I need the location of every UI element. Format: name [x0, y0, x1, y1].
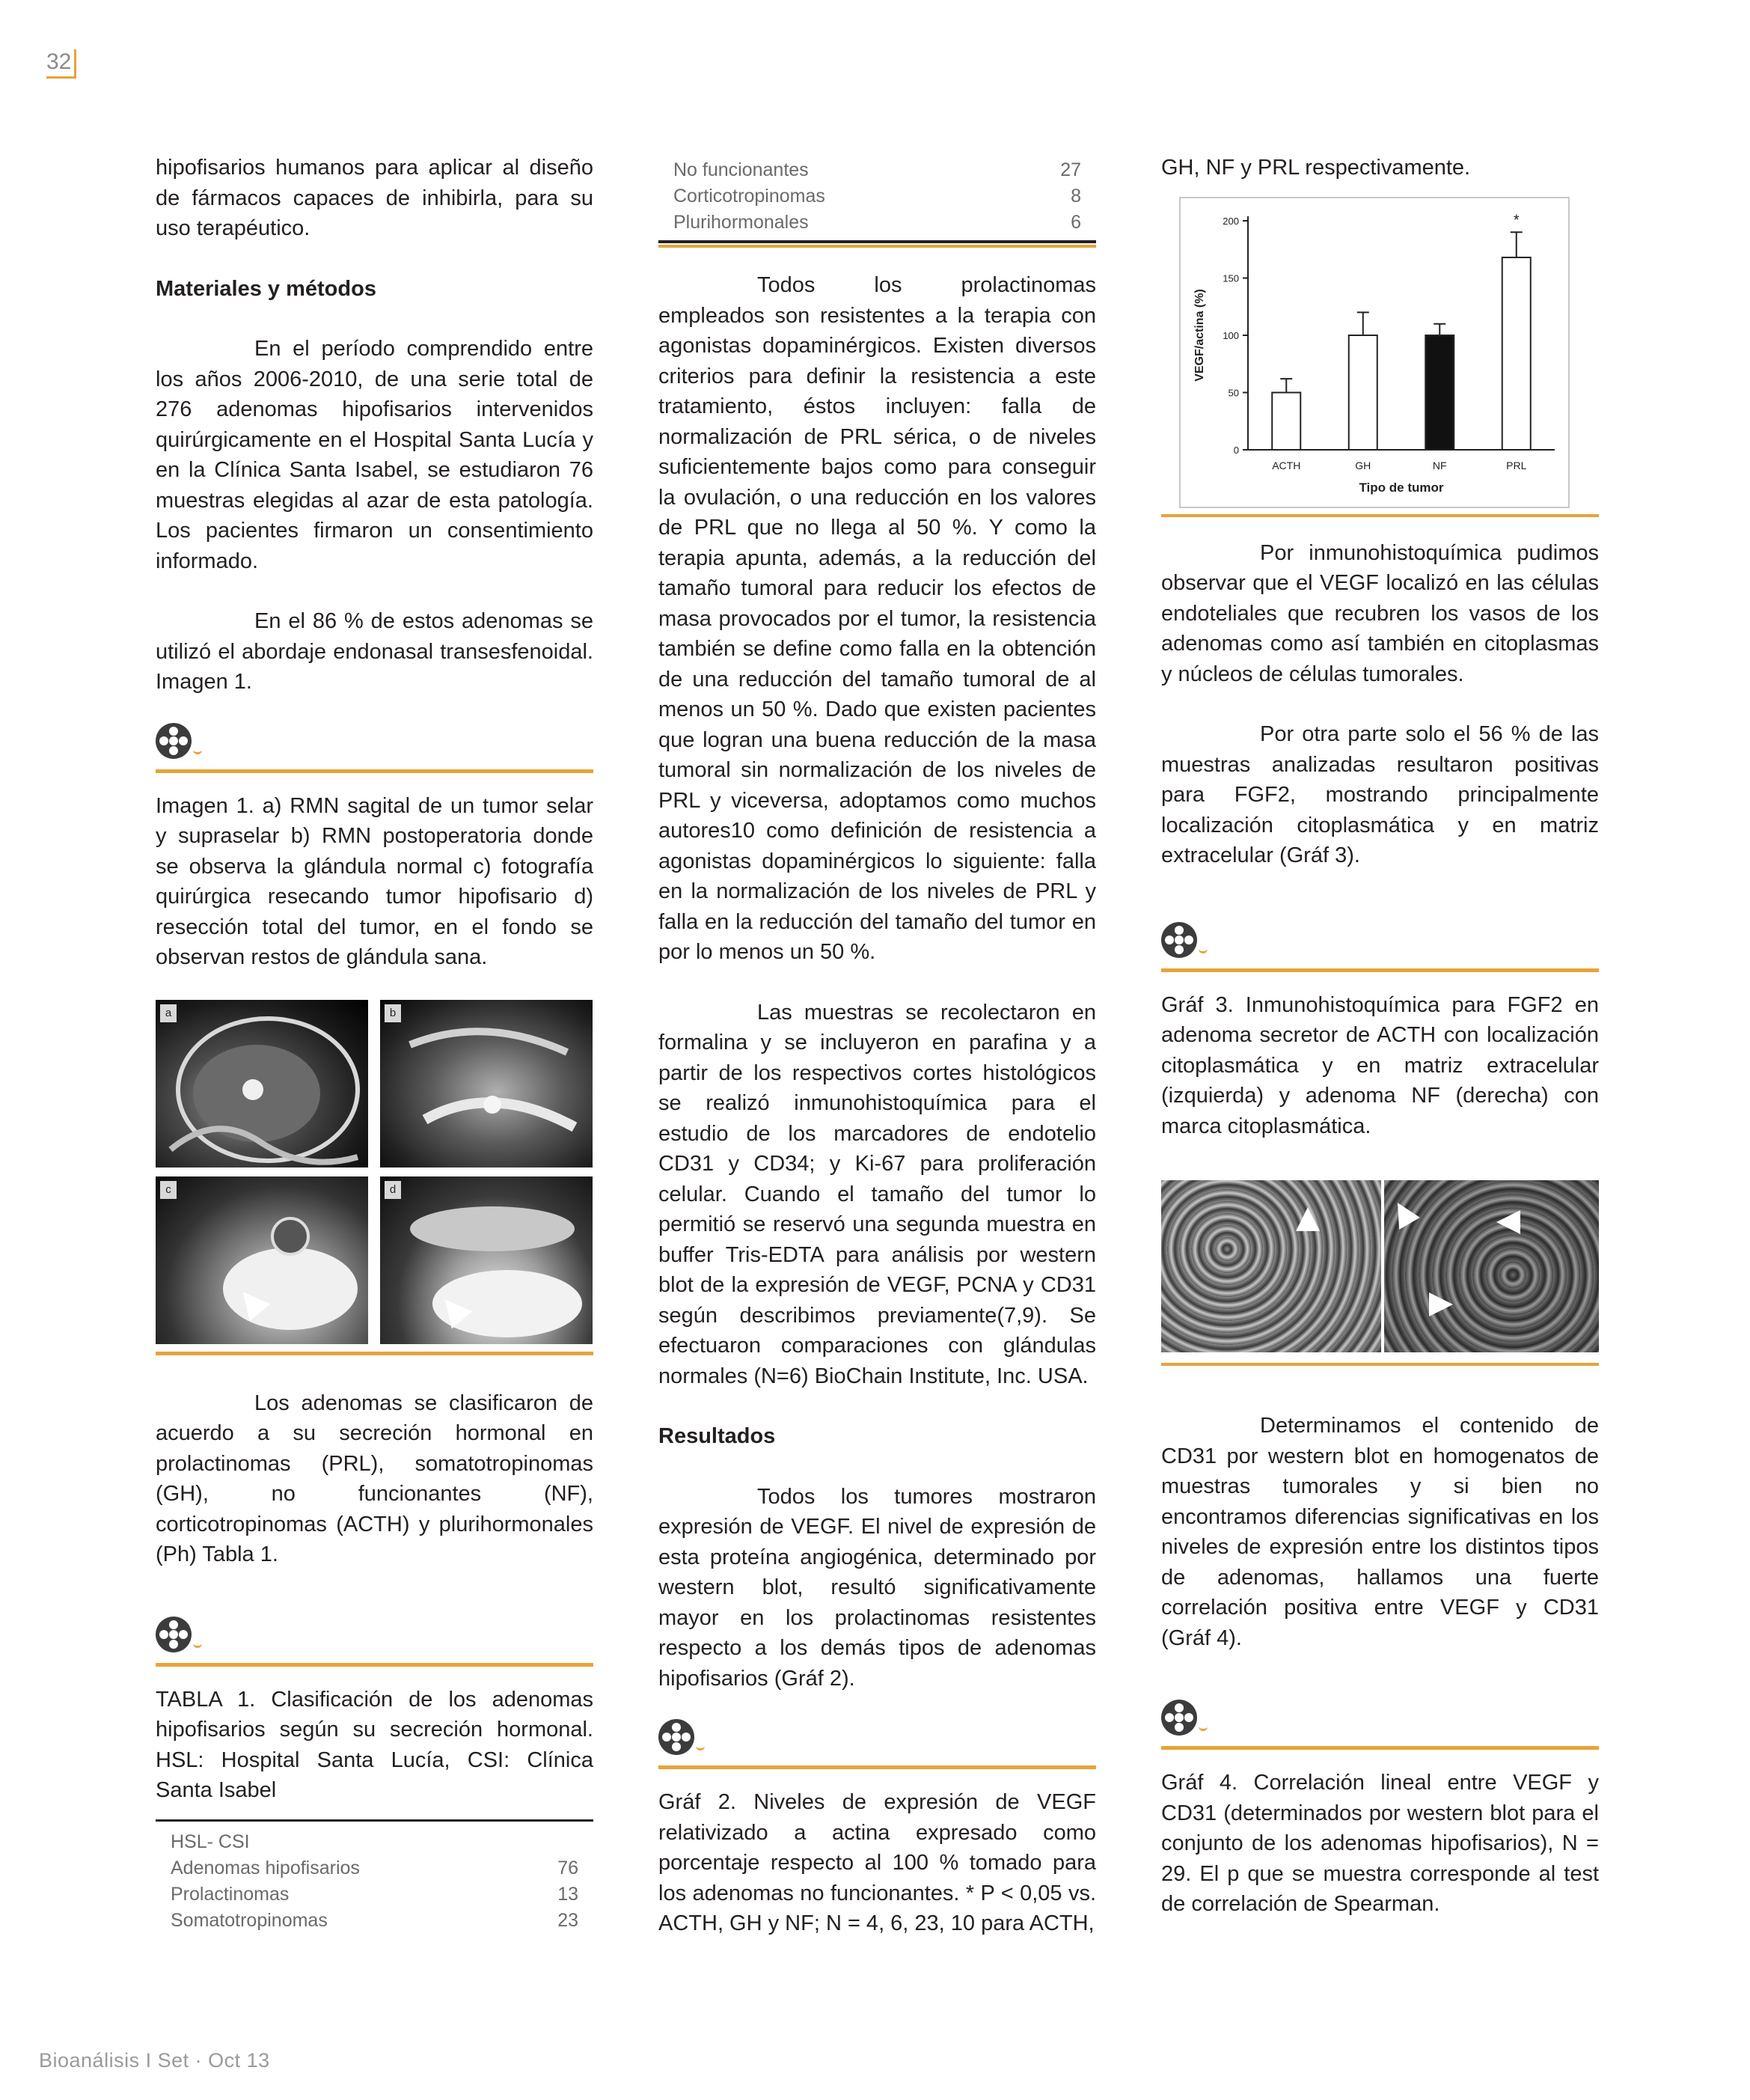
column-2 — [658, 157, 1096, 1939]
x-tick-label: ACTH — [1272, 459, 1301, 471]
paragraph-prolactinomas: Todos los prolactinomas empleados son resistentes a la terapia con agonistas dopaminérgicos. Existen diversos criterios para definir la resistencia a este tratamiento, éstos incluyen: falla de normalización de PRL sérica, o de niveles suficientemente bajos como para conseguir la ovulación, o una reducción en los valores de PRL que no llega al 50 %. Y como la terapia apunta, además, a la reducción del tamaño tumoral para reducir los efectos de masa provocados por el tumor, la resistencia también se define como falla en la obtención de una reducción del tamaño tumoral de al menos un 50 %. Dado que existen pacientes que logran una buena reducción de la masa tumoral sin normalización de los niveles de PRL y viceversa, adoptamos como muchos autores10 como definición de resistencia a agonistas dopaminérgicos lo siguiente: falla en la normalización de los niveles de PRL y falla en la reducción del tamaño del tumor en por lo menos un 50 %. — [658, 273, 1096, 964]
table-header: HSL- CSI — [171, 1831, 250, 1852]
table-header-row — [156, 1822, 593, 1855]
table-cell-value: 23 — [557, 1909, 578, 1931]
table-cell-label: Adenomas hipofisarios — [171, 1857, 360, 1878]
caption-graf-2-continued: GH, NF y PRL respectivamente. — [1161, 156, 1471, 180]
figure-bottom-rule — [1161, 1363, 1599, 1366]
graph-reel-icon — [658, 1715, 1096, 1761]
panel-label-a: a — [160, 1004, 177, 1022]
caption-rule — [658, 1765, 1096, 1769]
graph-reel-icon — [1161, 918, 1599, 964]
table-cell-value: 76 — [557, 1857, 578, 1878]
x-tick-label: PRL — [1506, 459, 1527, 471]
caption-graf-3: Gráf 3. Inmunohistoquímica para FGF2 en adenoma secretor de ACTH con localización citoplasmática y en matriz extracelular (izquierda) y adenoma NF (derecha) con marca citoplasmática. — [1161, 992, 1599, 1138]
panel-label-d: d — [385, 1181, 401, 1199]
caption-rule — [156, 769, 593, 773]
mri-panel-b — [380, 1000, 593, 1167]
paragraph-cd31: Determinamos el contenido de CD31 por western blot en homogenatos de muestras tumorales y si bien no encontramos diferencias significativas en los niveles de expresión entre los distintos tipos de adenomas, hallamos una fuerte correlación positiva entre VEGF y CD31 (Gráf 4). — [1161, 1414, 1599, 1650]
paragraph-samples: Las muestras se recolectaron en formalina y se incluyeron en parafina y a partir de los respectivos cortes histológicos se realizó inmunohistoquímica para el estudio de los marcadores de endotelio CD31 y CD34; y Ki-67 para proliferación celular. Cuando el tamaño del tumor lo permitió se reservó una segunda muestra en buffer Tris-EDTA para análisis por western blot de la expresión de VEGF, PCNA y CD31 según describimos previamente(7,9). Se efectuaron comparaciones con glándulas normales (N=6) BioChain Institute, Inc. USA. — [658, 1000, 1096, 1388]
section-heading-results: Resultados — [658, 1424, 776, 1448]
table-row — [156, 1855, 593, 1881]
page-number: 32 — [46, 49, 76, 79]
surgery-photo-c — [156, 1176, 368, 1344]
column-3 — [1161, 153, 1599, 1920]
pointer-arrow — [1296, 1207, 1320, 1231]
table-cell-value: 27 — [1060, 159, 1081, 180]
intro-paragraph: hipofisarios humanos para aplicar al diseño de fármacos capaces de inhibirla, para su uso terapéutico. — [156, 156, 593, 240]
y-axis-label: VEGF/actina (%) — [1193, 288, 1206, 382]
caption-graf-4: Gráf 4. Correlación lineal entre VEGF y CD31 (determinados por western blot para el conjunto de los adenomas hipofisarios), N = 29. El p que se muestra corresponde al test de correlación de Spearman. — [1161, 1771, 1599, 1916]
figure-reel-icon — [156, 718, 593, 765]
fgf2-histology-figure — [1161, 1180, 1599, 1355]
chart-svg — [1181, 198, 1571, 510]
pointer-arrow — [1496, 1210, 1520, 1234]
y-tick-label: 200 — [1223, 215, 1239, 227]
vegf-bar-chart — [1161, 197, 1599, 538]
x-axis-label: Tipo de tumor — [1359, 480, 1444, 495]
x-tick-label: GH — [1355, 459, 1371, 471]
surgery-sketch-c — [156, 1176, 368, 1344]
paragraph-period: En el período comprendido entre los años 2006-2010, de una serie total de 276 adenomas hipofisarios intervenidos quirúrgicamente en el Hospital Santa Lucía y en la Clínica Santa Isabel, se estudiaron 76 muestras elegidas al azar de esta patología. Los pacientes firmaron un consentimiento informado. — [156, 337, 593, 573]
paragraph-fgf2: Por otra parte solo el 56 % de las muestras analizadas resultaron positivas para FGF2, mostrando principalmente localización citoplasmática y en matriz extracelular (Gráf 3). — [1161, 722, 1599, 867]
table-cell-label: Plurihormonales — [673, 212, 809, 233]
table-cell-label: Corticotropinomas — [673, 186, 825, 207]
table-cell-value: 8 — [1071, 186, 1081, 207]
y-tick-label: 100 — [1223, 329, 1239, 341]
x-tick-label: NF — [1432, 459, 1447, 471]
panel-label-b: b — [385, 1004, 401, 1022]
y-tick-label: 50 — [1228, 387, 1239, 398]
bar-nf — [1425, 335, 1454, 450]
paragraph-classification: Los adenomas se clasificaron de acuerdo a su secreción hormonal en prolactinomas (PRL), somatotropinomas (GH), no funcionantes (NF), corticotropinomas (ACTH) y plurihormonales (Ph) Tabla 1. — [156, 1391, 593, 1566]
figure-bottom-rule — [156, 1352, 593, 1355]
paragraph-results: Todos los tumores mostraron expresión de VEGF. El nivel de expresión de esta proteína angiogénica, determinado por western blot, resultó significativamente mayor en los prolactinomas resistentes respecto a los demás tipos de adenomas hipofisarios (Gráf 2). — [658, 1484, 1096, 1691]
graph-reel-icon — [1161, 1695, 1599, 1742]
chart-bottom-rule — [1161, 514, 1599, 517]
caption-rule — [1161, 1746, 1599, 1750]
bar-acth — [1272, 392, 1300, 450]
table-1-part-2 — [658, 157, 1096, 248]
table-row — [156, 1908, 593, 1934]
chart-frame — [1179, 197, 1570, 508]
table-reel-icon — [156, 1612, 593, 1658]
caption-tabla-1: TABLA 1. Clasificación de los adenomas hipofisarios según su secreción hormonal. HSL: Hospital Santa Lucía, CSI: Clínica Santa Isabel — [156, 1687, 593, 1802]
table-1-part-1 — [156, 1819, 593, 1934]
table-cell-label: Somatotropinomas — [171, 1909, 328, 1931]
caption-rule — [1161, 968, 1599, 972]
mri-figure — [156, 1000, 593, 1344]
caption-imagen-1: Imagen 1. a) RMN sagital de un tumor selar y supraselar b) RMN postoperatoria donde se observa la glándula normal c) fotografía quirúrgica resecando tumor hipofisario d) resección total del tumor, en el fondo se observan restos de glándula sana. — [156, 793, 593, 969]
table-row — [658, 157, 1096, 183]
pointer-arrow — [1387, 1197, 1420, 1230]
bar-prl — [1502, 257, 1531, 449]
paragraph-approach: En el 86 % de estos adenomas se utilizó el abordaje endonasal transesfenoidal. Imagen 1. — [156, 609, 593, 694]
histology-right-panel — [1384, 1180, 1599, 1352]
table-bottom-rule — [658, 240, 1096, 243]
table-row — [658, 183, 1096, 210]
caption-rule — [156, 1663, 593, 1667]
sagittal-skull-sketch — [156, 1000, 368, 1167]
histology-left-panel — [1161, 1180, 1381, 1352]
paragraph-vegf-ihc: Por inmunohistoquímica pudimos observar que el VEGF localizó en las células endoteliales que recubren los vasos de los adenomas como así también en citoplasmas y núcleos de células tumorales. — [1161, 540, 1599, 686]
panel-label-c: c — [160, 1181, 177, 1199]
postop-mri-sketch — [380, 1000, 593, 1167]
table-cell-value: 13 — [557, 1883, 578, 1905]
y-tick-label: 0 — [1233, 444, 1239, 456]
y-tick-label: 150 — [1223, 272, 1239, 284]
bar-gh — [1349, 335, 1377, 450]
caption-graf-2: Gráf 2. Niveles de expresión de VEGF relativizado a actina expresado como porcentaje respecto al 100 % tomado para los adenomas no funcionantes. * P < 0,05 vs. ACTH, GH y NF; N = 4, 6, 23, 10 para ACTH, — [658, 1790, 1096, 1935]
table-row — [658, 210, 1096, 236]
pointer-arrow — [1429, 1292, 1453, 1316]
column-1 — [156, 153, 593, 1934]
page-footer: Bioanálisis I Set · Oct 13 — [39, 2049, 270, 2072]
surgery-sketch-d — [380, 1176, 593, 1344]
table-cell-label: No funcionantes — [673, 159, 809, 180]
table-cell-label: Prolactinomas — [171, 1883, 290, 1905]
significance-marker: * — [1513, 211, 1520, 228]
table-cell-value: 6 — [1071, 212, 1081, 233]
table-row — [156, 1881, 593, 1908]
mri-panel-a — [156, 1000, 368, 1167]
surgery-photo-d — [380, 1176, 593, 1344]
section-heading-materials: Materiales y métodos — [156, 276, 376, 301]
